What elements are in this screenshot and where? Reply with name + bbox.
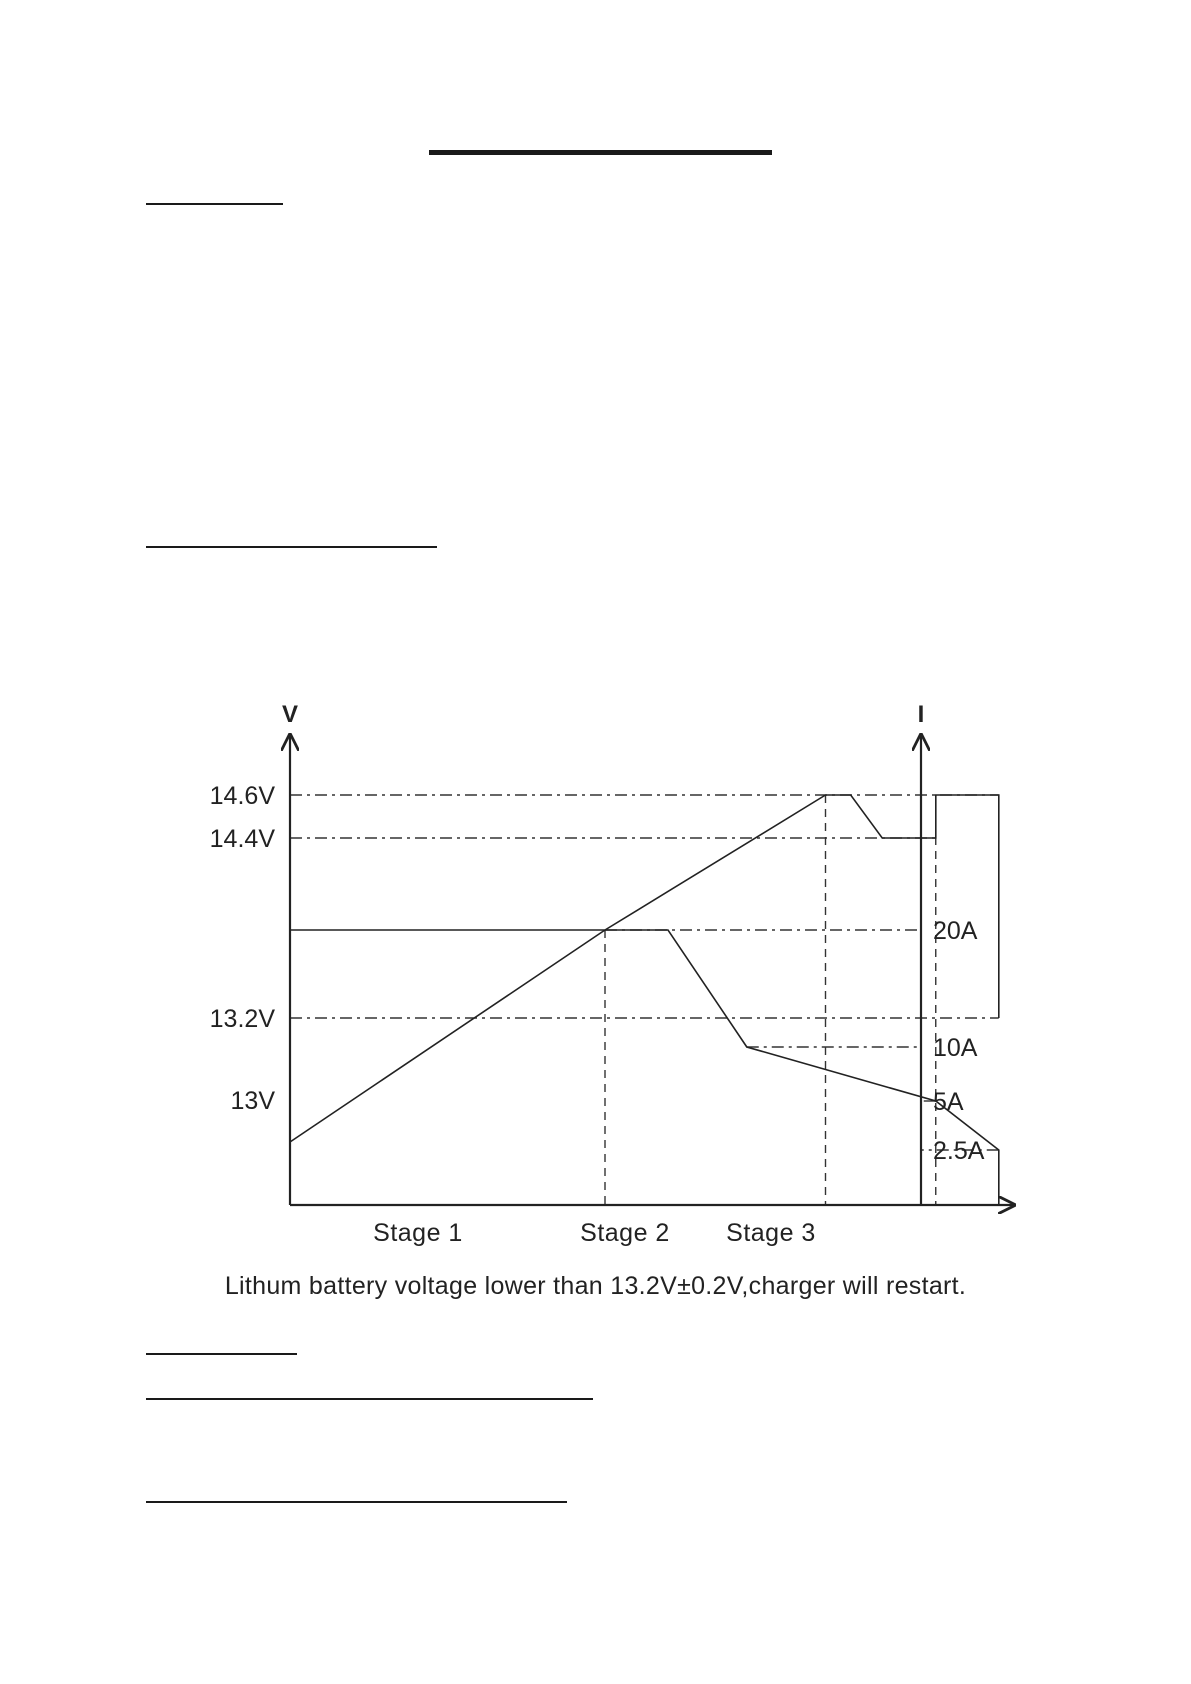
- axes: [290, 735, 1014, 1205]
- voltage-tick-label: 14.4V: [209, 825, 275, 853]
- current-tick-label: 10A: [933, 1034, 978, 1062]
- current-tick-label: 20A: [933, 917, 978, 945]
- series: [290, 795, 999, 1205]
- voltage-ticks: [210, 782, 276, 1115]
- section-underline-4: [146, 1398, 593, 1400]
- stage-labels: [373, 1219, 816, 1247]
- voltage-tick-label: 13V: [230, 1087, 275, 1115]
- current-curve: [290, 930, 999, 1205]
- right-axis-label: I: [917, 701, 925, 728]
- chart-caption: Lithum battery voltage lower than 13.2V±0.2V,charger will restart.: [224, 1272, 967, 1300]
- current-tick-label: 2.5A: [933, 1137, 985, 1165]
- section-underline-3: [146, 1353, 297, 1355]
- left-axis-label: V: [281, 701, 299, 728]
- voltage-tick-label: 13.2V: [209, 1005, 275, 1033]
- stage-label: Stage 2: [580, 1219, 670, 1247]
- section-underline-5: [146, 1501, 567, 1503]
- stage-label: Stage 3: [726, 1219, 816, 1247]
- current-tick-label: 5A: [933, 1088, 964, 1116]
- stage-label: Stage 1: [373, 1219, 463, 1247]
- voltage-tick-label: 14.6V: [209, 782, 275, 810]
- stage-dividers: [605, 795, 936, 1205]
- voltage-curve: [290, 795, 999, 1142]
- reference-lines: [290, 795, 999, 1150]
- current-ticks: [933, 917, 985, 1165]
